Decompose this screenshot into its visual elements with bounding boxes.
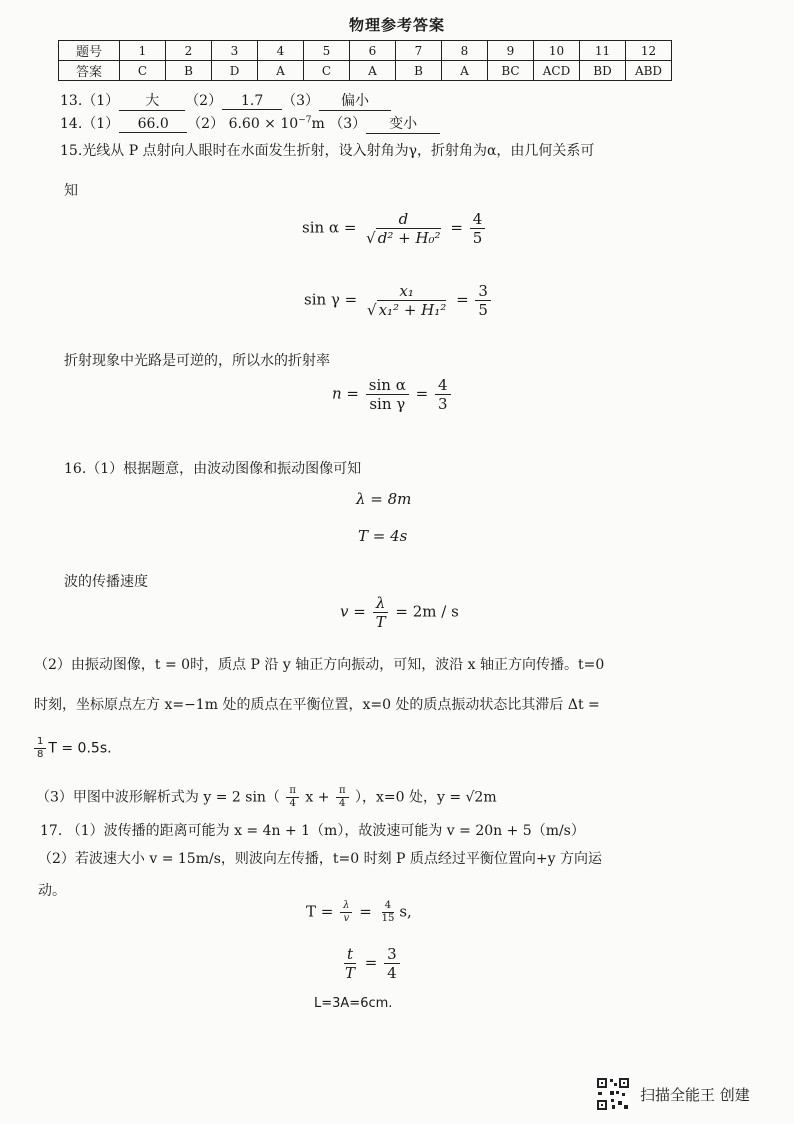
q15-text3: 折射现象中光路是可逆的，所以水的折射率 <box>64 353 330 369</box>
q15-eq1-lhs: sin α = <box>302 218 357 237</box>
table-cell: ACD <box>534 61 580 81</box>
q16-text6-line <box>36 785 497 810</box>
q13-number: 13. <box>60 93 83 109</box>
q16-eq2: T = 4s <box>358 527 408 545</box>
page-title: 物理参考答案 <box>348 16 445 34</box>
table-cell: C <box>120 61 166 81</box>
q14-part2: （2） <box>187 116 225 132</box>
table-cell: 7 <box>396 41 442 61</box>
q17-eq2-equals: = <box>364 953 378 972</box>
q17-eq1-lhs: T = <box>306 902 334 921</box>
table-header-answer: 答案 <box>59 61 120 81</box>
table-cell: D <box>212 61 258 81</box>
q16-text5: T = 0.5s. <box>48 740 112 757</box>
q15-eq2-res-num: 3 <box>475 282 491 301</box>
q15-text1: 15.光线从 P 点射向人眼时在水面发生折射，设入射角为γ，折射角为α，由几何关系可 <box>60 143 595 159</box>
table-header-number: 题号 <box>59 41 120 61</box>
table-cell: A <box>258 61 304 81</box>
q16-t6-f2-num: π <box>336 785 349 798</box>
table-cell: ABD <box>626 61 672 81</box>
q15-eq1-num: d <box>396 210 412 229</box>
q14-number: 14. <box>60 116 83 132</box>
table-cell: BD <box>580 61 626 81</box>
q16-text6: （3）甲图中波形解析式为 y = 2 sin（ <box>36 789 280 806</box>
q13-part3: （3） <box>282 93 320 109</box>
q15-eq3-res-den: 3 <box>437 395 448 413</box>
answer-table <box>58 40 672 81</box>
q15-eq3-den: sin γ <box>369 395 406 413</box>
q17-text2: （2）若波速大小 v = 15m/s，则波向左传播，t=0 时刻 P 质点经过平衡位置向+y 方向运 <box>38 851 603 867</box>
q13-line <box>60 90 391 111</box>
q15-eq2-den: x₁² + H₁² <box>378 301 447 319</box>
q17-text1: 17. （1）波传播的距离可能为 x = 4n + 1（m），故波速可能为 v = 20n + 5（m/s） <box>40 823 585 839</box>
q16-t5-num: 1 <box>34 736 46 749</box>
q17-eq1-unit: s, <box>399 902 412 921</box>
q15-eq1-res-den: 5 <box>472 229 483 247</box>
q15-eq3-res-num: 4 <box>435 376 451 395</box>
q14-answer2-exponent: −7 <box>298 115 312 126</box>
qr-code-icon <box>596 1077 630 1111</box>
q16-text3: （2）由振动图像，t = 0时，质点 P 沿 y 轴正方向振动，可知，波沿 x 轴正方向传播。t=0 <box>34 657 605 673</box>
table-cell: 12 <box>626 41 672 61</box>
q15-eq3: n = $\frac{\text{sin α}}{\text{sin γ}}$ = $\frac{4}{3}$ <box>332 376 453 413</box>
q17-eq1-res-den: 15 <box>381 913 395 924</box>
q17-eq2-res-den: 4 <box>387 964 397 982</box>
q14-line <box>60 113 440 134</box>
q16-text1: 16.（1）根据题意，由波动图像和振动图像可知 <box>64 461 362 477</box>
q16-t5-den: 8 <box>37 749 44 760</box>
table-row-answers <box>59 61 672 81</box>
table-cell: B <box>396 61 442 81</box>
q17-eq1-den: v <box>343 913 350 924</box>
q16-eq3-den: T <box>375 613 386 631</box>
q15-eq1-den: d² + H₀² <box>377 229 441 247</box>
q17-eq1-num: λ <box>340 900 352 913</box>
q16-text4: 时刻，坐标原点左方 x=−1m 处的质点在平衡位置，x=0 处的质点振动状态比其滞后 Δt = <box>34 697 600 713</box>
table-cell: A <box>350 61 396 81</box>
q17-eq2-res-num: 3 <box>384 945 400 964</box>
q17-eq3: L=3A=6cm. <box>314 996 393 1011</box>
q17-eq2-num: t <box>344 945 356 964</box>
q16-text6b: ），x=0 处，y = √2m <box>354 789 497 806</box>
table-cell: 9 <box>488 41 534 61</box>
q17-eq2 <box>340 945 402 982</box>
table-cell: 4 <box>258 41 304 61</box>
table-cell: 8 <box>442 41 488 61</box>
table-cell: 6 <box>350 41 396 61</box>
table-cell: 10 <box>534 41 580 61</box>
q16-eq3-result: = 2m / s <box>395 602 459 621</box>
q16-t6-f1-num: π <box>286 785 299 798</box>
q17-eq1 <box>306 900 412 925</box>
q17-eq1-equals: = <box>359 902 372 921</box>
q13-answer2: 1.7 <box>222 93 282 110</box>
q14-part3: （3） <box>329 116 367 132</box>
q14-answer2-unit: m <box>311 116 325 132</box>
q15-eq1: sin α = $\frac{d}{\text{√ d² + H₀²}}$ = $\frac{4}{5}$ <box>302 210 487 247</box>
q17-eq1-res-num: 4 <box>382 900 394 913</box>
q17-text3: 动。 <box>38 883 66 899</box>
footer-text: 扫描全能王 创建 <box>640 1086 750 1104</box>
table-cell: 1 <box>120 41 166 61</box>
q16-eq3-num: λ <box>373 594 389 613</box>
table-cell: 3 <box>212 41 258 61</box>
q14-answer2: 6.60 × 10 <box>228 116 299 132</box>
q15-eq2-lhs: sin γ = <box>304 290 358 309</box>
q14-answer3: 变小 <box>366 113 440 134</box>
q16-eq3 <box>340 594 459 631</box>
q13-answer3: 偏小 <box>319 90 391 111</box>
q16-text2: 波的传播速度 <box>64 574 148 590</box>
table-cell: BC <box>488 61 534 81</box>
q15-eq3-num: sin α <box>366 376 409 395</box>
q16-eq3-lhs: v = <box>340 602 366 621</box>
q13-answer1: 大 <box>119 90 185 111</box>
q15-eq2-num: x₁ <box>396 282 416 301</box>
q16-t6-mid: x + <box>305 789 330 806</box>
table-row-numbers <box>59 41 672 61</box>
q15-eq2-res-den: 5 <box>478 301 488 319</box>
q17-eq2-den: T <box>345 964 356 982</box>
q16-text5-line <box>32 736 112 761</box>
table-cell: B <box>166 61 212 81</box>
q16-t6-f2-den: 4 <box>339 798 346 809</box>
q16-t6-f1-den: 4 <box>289 798 296 809</box>
q15-eq3-lhs: n = <box>332 384 359 403</box>
q15-eq2: sin γ = $\frac{\text{x₁}}{\text{√ x₁² + H₁²}}$ = $\frac{3}{5}$ <box>304 282 493 319</box>
q16-eq1: λ = 8m <box>356 490 412 508</box>
table-cell: 5 <box>304 41 350 61</box>
table-cell: A <box>442 61 488 81</box>
table-cell: 2 <box>166 41 212 61</box>
q15-text2: 知 <box>64 183 78 199</box>
q15-eq1-res-num: 4 <box>470 210 486 229</box>
q13-part1: （1） <box>82 93 120 109</box>
q13-part2: （2） <box>185 93 223 109</box>
q14-answer1: 66.0 <box>119 116 187 133</box>
table-cell: 11 <box>580 41 626 61</box>
table-cell: C <box>304 61 350 81</box>
q14-part1: （1） <box>82 116 120 132</box>
